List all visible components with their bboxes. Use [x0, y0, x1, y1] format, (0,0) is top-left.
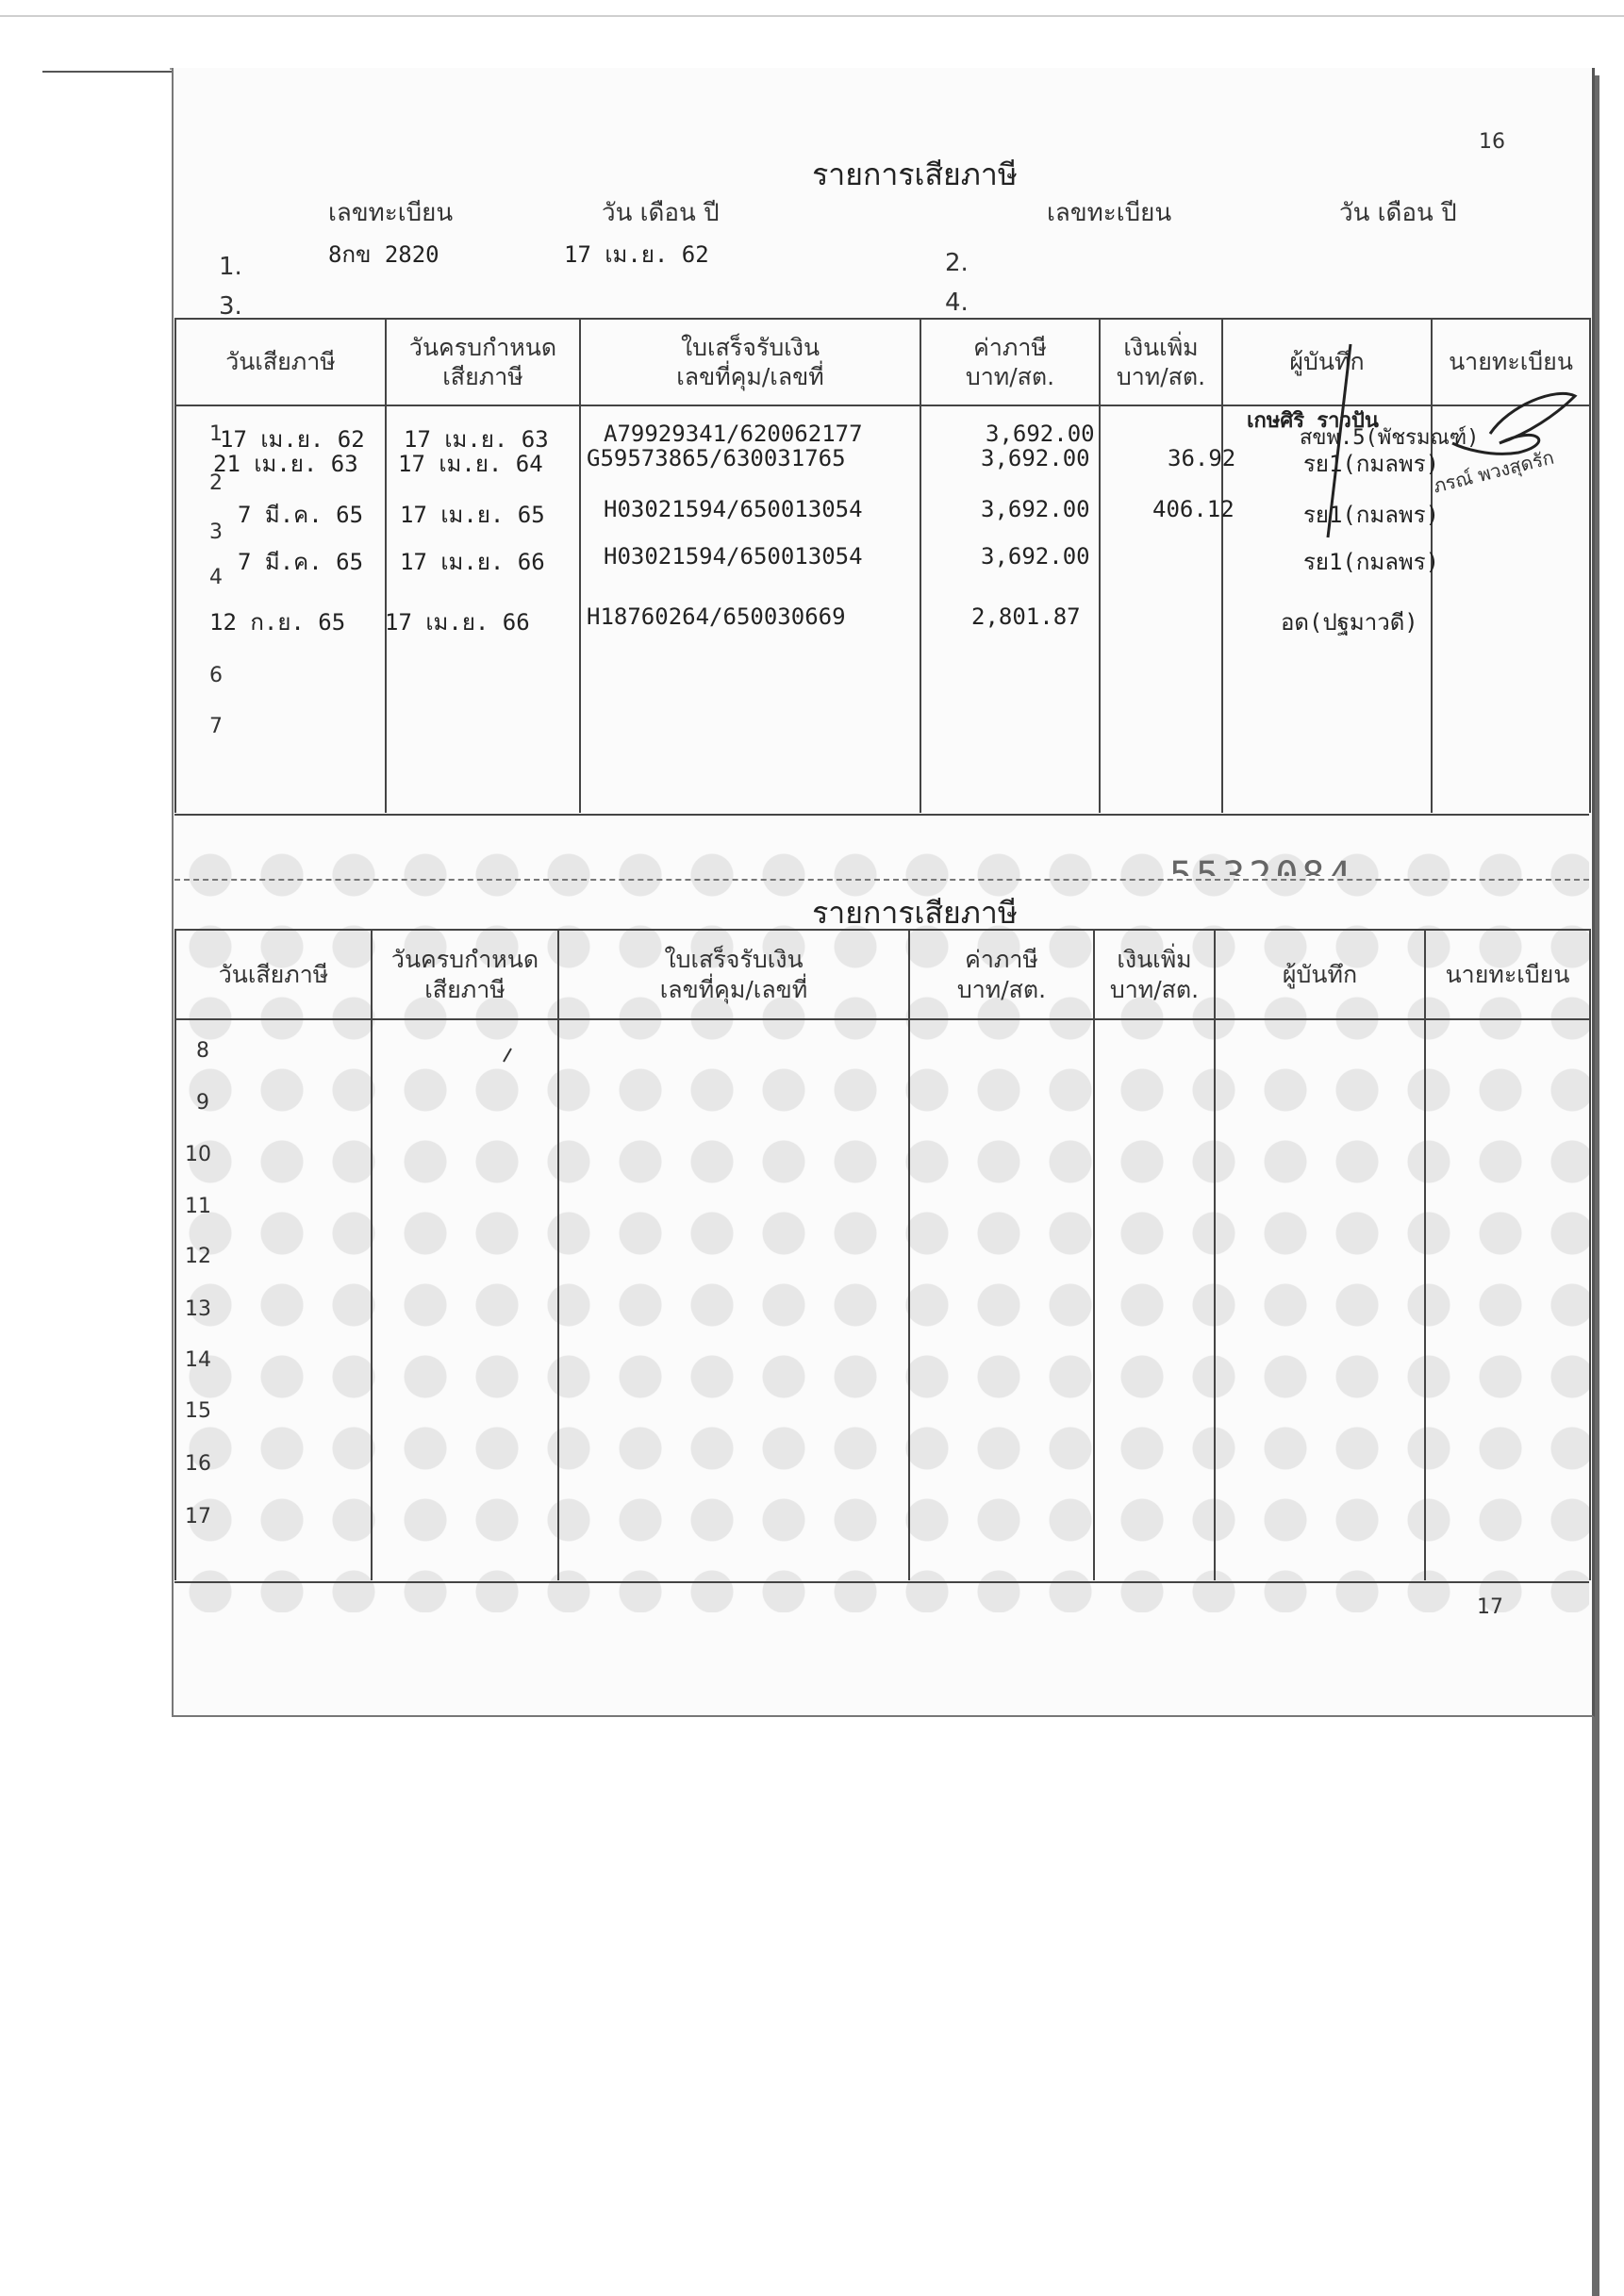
th-due-date: วันครบกำหนด เสียภาษี	[386, 319, 580, 405]
stamp-name: เกษศิริ ราวปัน	[1247, 409, 1379, 433]
receipt-cell: H03021594/650013054	[604, 543, 863, 570]
perforation-line	[174, 879, 1589, 881]
due-date-cell: 17 เม.ย. 64	[398, 451, 543, 477]
row-num: 14	[185, 1348, 211, 1372]
tax-table-2	[174, 929, 1591, 1580]
reg-num-2: 2.	[945, 249, 969, 277]
row-num: 1	[209, 422, 223, 446]
row-num: 4	[209, 566, 223, 589]
tax-amount-cell: 3,692.00	[981, 543, 1090, 570]
signature-mark	[1273, 339, 1584, 547]
tax-date-cell: 21 เม.ย. 63	[213, 451, 358, 477]
row-num: 9	[196, 1091, 209, 1115]
tax-date-cell: 17 เม.ย. 62	[220, 426, 365, 453]
th-registrar: นายทะเบียน	[1425, 930, 1590, 1019]
row-num: 12	[185, 1245, 211, 1268]
date-label-1: วัน เดือน ปี	[602, 199, 720, 227]
due-date-cell: 17 เม.ย. 66	[385, 609, 530, 636]
surcharge-cell: 406.12	[1152, 496, 1235, 522]
date-label-2: วัน เดือน ปี	[1339, 199, 1457, 227]
due-date-cell: 17 เม.ย. 63	[404, 426, 549, 453]
section1-title: รายการเสียภาษี	[812, 157, 1018, 192]
th-recorder: ผู้บันทึก	[1215, 930, 1425, 1019]
table1-bottom-line	[174, 814, 1589, 816]
th-surcharge: เงินเพิ่ม บาท/สต.	[1094, 930, 1215, 1019]
row-num: 10	[185, 1143, 211, 1166]
reg-label-2: เลขทะเบียน	[1047, 199, 1172, 227]
reg-num-1: 1.	[219, 253, 242, 281]
th-tax-date: วันเสียภาษี	[175, 319, 386, 405]
table2-bottom-line	[174, 1581, 1589, 1583]
receipt-cell: H18760264/650030669	[587, 603, 846, 630]
th-registrar: นายทะเบียน	[1432, 319, 1590, 405]
entry1-date: 17 เม.ย. 62	[564, 241, 709, 268]
row-num: 3	[209, 520, 223, 544]
recorder-cell: สขพ.5(พัชรมณฑ์)	[1300, 426, 1480, 450]
reg-num-4: 4.	[945, 289, 969, 317]
th-due-date: วันครบกำหนด เสียภาษี	[372, 930, 558, 1019]
tax-date-cell: 7 มี.ค. 65	[238, 502, 364, 528]
tax-amount-cell: 2,801.87	[971, 603, 1081, 630]
page-number-top: 16	[1479, 130, 1505, 154]
pen-mark	[498, 1047, 517, 1065]
th-recorder: ผู้บันทึก	[1222, 319, 1432, 405]
row-num: 6	[209, 664, 223, 687]
surcharge-cell: 36.92	[1168, 445, 1236, 471]
row-num: 15	[185, 1399, 211, 1423]
recorder-cell: รย1(กมลพร)	[1303, 451, 1440, 477]
row-num: 13	[185, 1297, 211, 1321]
reg-label-1: เลขทะเบียน	[328, 199, 454, 227]
th-tax-amount: ค่าภาษี บาท/สต.	[909, 930, 1094, 1019]
row-num: 2	[209, 471, 223, 495]
tax-date-cell: 7 มี.ค. 65	[238, 549, 364, 575]
th-tax-amount: ค่าภาษี บาท/สต.	[920, 319, 1100, 405]
row-num: 16	[185, 1452, 211, 1476]
page-top-line	[0, 15, 1624, 17]
recorder-cell: รย1(กมลพร)	[1303, 502, 1440, 528]
receipt-cell: G59573865/630031765	[587, 445, 846, 471]
recorder-cell: อด(ปฐมาวดี)	[1281, 609, 1418, 636]
due-date-cell: 17 เม.ย. 66	[400, 549, 545, 575]
th-tax-date: วันเสียภาษี	[175, 930, 372, 1019]
row-num: 17	[185, 1505, 211, 1528]
receipt-cell: A79929341/620062177	[604, 421, 863, 447]
scan-mark	[42, 71, 174, 73]
th-surcharge: เงินเพิ่ม บาท/สต.	[1100, 319, 1222, 405]
entry1-reg: 8กข 2820	[328, 241, 439, 268]
reg-num-3: 3.	[219, 292, 242, 321]
row-num: 8	[196, 1039, 209, 1063]
tax-amount-cell: 3,692.00	[981, 445, 1090, 471]
tax-amount-cell: 3,692.00	[981, 496, 1090, 522]
due-date-cell: 17 เม.ย. 65	[400, 502, 545, 528]
recorder-cell: รย1(กมลพร)	[1303, 549, 1440, 575]
th-receipt: ใบเสร็จรับเงิน เลขที่คุม/เลขที่	[580, 319, 920, 405]
receipt-cell: H03021594/650013054	[604, 496, 863, 522]
th-receipt: ใบเสร็จรับเงิน เลขที่คุม/เลขที่	[558, 930, 909, 1019]
page-number-bottom: 17	[1477, 1595, 1503, 1619]
tax-amount-cell: 3,692.00	[986, 421, 1095, 447]
row-num: 11	[185, 1195, 211, 1218]
stamp-name-2: ภรณ์ พวงสุดรัก	[1431, 445, 1557, 498]
tax-date-cell: 12 ก.ย. 65	[209, 609, 346, 636]
section2-title: รายการเสียภาษี	[812, 895, 1018, 931]
row-num: 7	[209, 715, 223, 738]
